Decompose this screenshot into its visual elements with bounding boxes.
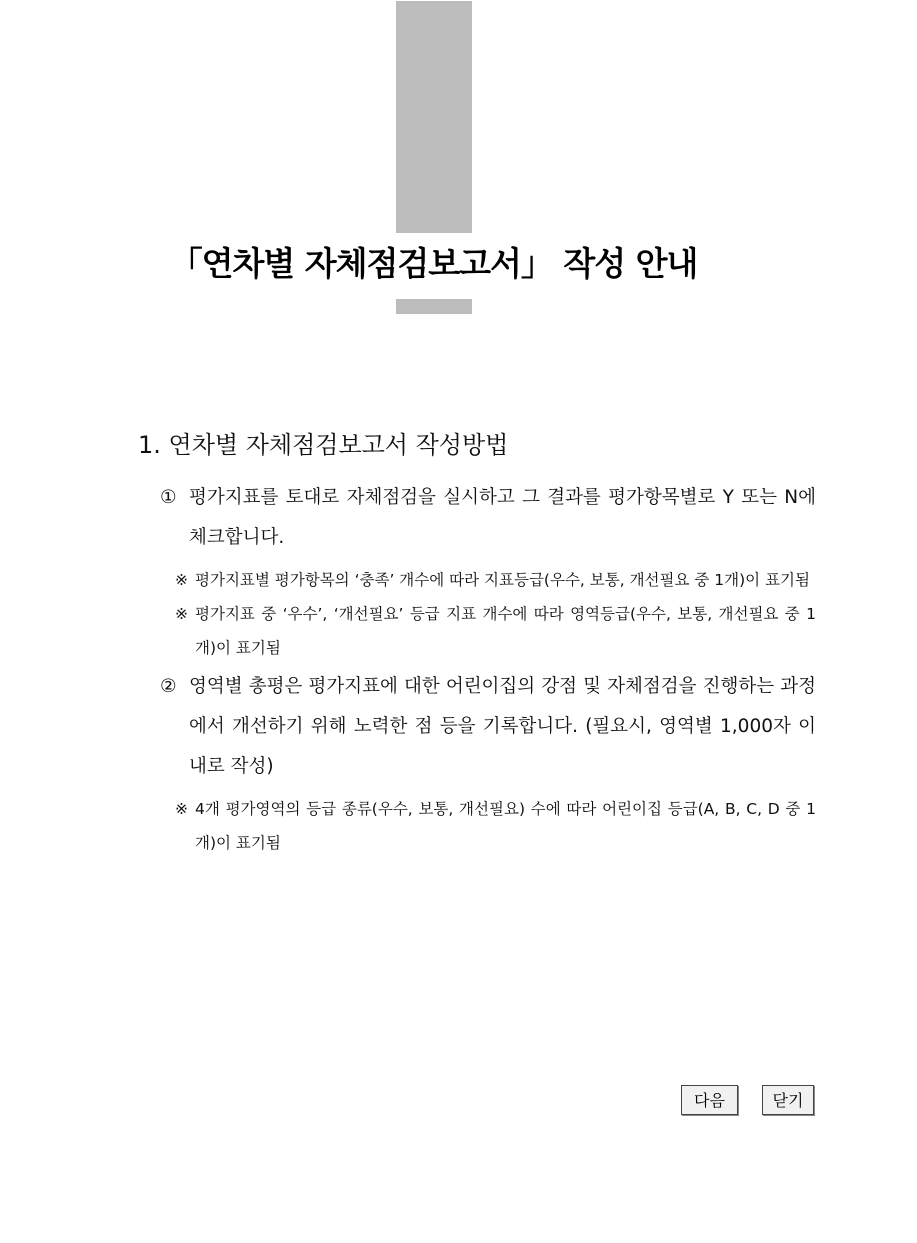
instruction-item-2: [160, 667, 816, 787]
item-number: ①: [160, 487, 177, 508]
reference-mark: ※: [175, 605, 188, 623]
instruction-note: [175, 563, 816, 597]
instruction-note: [175, 792, 816, 860]
note-text: 평가지표별 평가항목의 ‘충족’ 개수에 따라 지표등급(우수, 보통, 개선필요 중 1개)이 표기됨: [195, 571, 810, 589]
item-text: 영역별 총평은 평가지표에 대한 어린이집의 강점 및 자체점검을 진행하는 과정에서 개선하기 위해 노력한 점 등을 기록합니다. (필요시, 영역별 1,000자 이내로 작성): [189, 676, 816, 777]
page-title: 「연차별 자체점검보고서」 작성 안내: [169, 244, 698, 283]
section-heading: 1. 연차별 자체점검보고서 작성방법: [138, 431, 509, 459]
reference-mark: ※: [175, 800, 188, 818]
instruction-note: [175, 597, 816, 665]
item-number: ②: [160, 676, 177, 697]
instructions-body: [160, 478, 816, 860]
close-button[interactable]: 닫기: [762, 1085, 814, 1115]
title-decoration-bar-top: [396, 1, 472, 233]
note-text: 4개 평가영역의 등급 종류(우수, 보통, 개선필요) 수에 따라 어린이집 등급(A, B, C, D 중 1개)이 표기됨: [195, 800, 816, 852]
title-decoration-bar-bottom: [396, 299, 472, 314]
instruction-item-1: [160, 478, 816, 558]
note-text: 평가지표 중 ‘우수’, ‘개선필요’ 등급 지표 개수에 따라 영역등급(우수, 보통, 개선필요 중 1개)이 표기됨: [195, 605, 816, 657]
next-button[interactable]: 다음: [681, 1085, 738, 1115]
item-text: 평가지표를 토대로 자체점검을 실시하고 그 결과를 평가항목별로 Y 또는 N에 체크합니다.: [189, 487, 816, 548]
reference-mark: ※: [175, 571, 188, 589]
